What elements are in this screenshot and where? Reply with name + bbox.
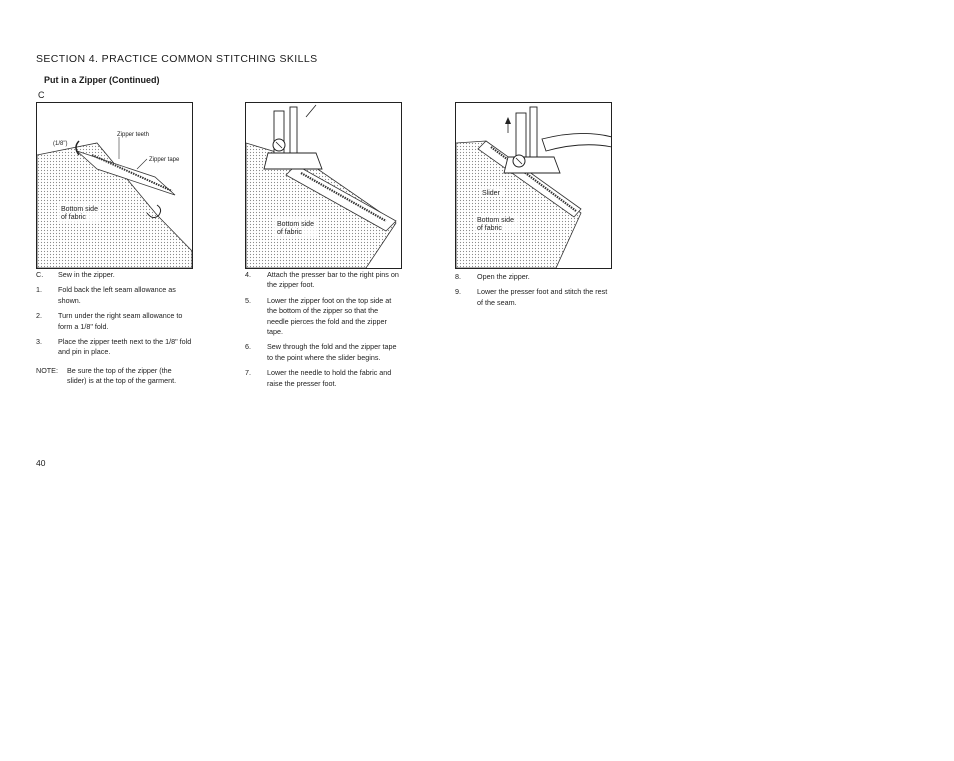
step-text: Lower the needle to hold the fabric and raise the presser foot. bbox=[267, 368, 392, 388]
step-text: Attach the presser bar to the right pins on the zipper foot. bbox=[267, 270, 399, 290]
step-number: 9. bbox=[455, 287, 461, 297]
note-label: NOTE: bbox=[36, 365, 58, 375]
label-bottom-side: Bottom side bbox=[477, 217, 514, 224]
page-number: 40 bbox=[36, 458, 46, 468]
zipper-foot-shape bbox=[504, 157, 560, 173]
figure-2-panel bbox=[245, 102, 402, 269]
step-text: Fold back the left seam allowance as shown. bbox=[58, 285, 176, 305]
step-text: Lower the zipper foot on the top side at the bottom of the zipper so that the needle pierces the fold and the zipper tape. bbox=[267, 295, 392, 337]
step-text: Open the zipper. bbox=[477, 272, 530, 281]
instructions-column-1 bbox=[36, 270, 192, 387]
instructions-column-3 bbox=[455, 272, 611, 313]
page-subtitle: Put in a Zipper (Continued) bbox=[44, 75, 160, 85]
section-title: SECTION 4. PRACTICE COMMON STITCHING SKILLS bbox=[36, 53, 318, 65]
step-number: 4. bbox=[245, 270, 251, 279]
label-slider: Slider bbox=[482, 190, 500, 197]
step-text: Turn under the right seam allowance to form a 1/8" fold. bbox=[58, 311, 183, 331]
label-bottom-side: Bottom side bbox=[61, 206, 98, 213]
step-text: Sew in the zipper. bbox=[58, 270, 115, 279]
step-5 bbox=[245, 296, 401, 338]
label-zipper-tape: Zipper tape bbox=[149, 157, 180, 163]
figure-letter: C bbox=[38, 90, 45, 100]
label-one-eighth: (1/8") bbox=[53, 141, 68, 147]
step-1 bbox=[36, 285, 192, 306]
instructions-column-2 bbox=[245, 270, 401, 394]
figure-1-panel bbox=[36, 102, 193, 269]
label-bottom-side: Bottom side bbox=[277, 221, 314, 228]
label-of-fabric: of fabric bbox=[477, 225, 502, 232]
step-9 bbox=[455, 287, 611, 308]
step-number: 5. bbox=[245, 295, 251, 305]
label-of-fabric: of fabric bbox=[277, 229, 302, 236]
step-text: Place the zipper teeth next to the 1/8" fold and pin in place. bbox=[58, 337, 192, 357]
note-text: Be sure the top of the zipper (the slider) is at the top of the garment. bbox=[67, 365, 177, 386]
step-6 bbox=[245, 342, 401, 363]
figure-3-illustration bbox=[456, 103, 611, 268]
label-of-fabric: of fabric bbox=[61, 214, 86, 221]
figure-2-illustration bbox=[246, 103, 401, 268]
label-zipper-teeth: Zipper teeth bbox=[117, 132, 150, 138]
step-7 bbox=[245, 368, 401, 389]
step-number: 2. bbox=[36, 311, 42, 321]
presser-bar-shape bbox=[516, 113, 526, 157]
step-8 bbox=[455, 272, 611, 282]
step-number: 1. bbox=[36, 285, 42, 295]
zipper-pull-shape bbox=[542, 133, 611, 151]
step-number: 6. bbox=[245, 342, 251, 352]
step-4 bbox=[245, 270, 401, 291]
note bbox=[36, 366, 192, 387]
figure-3-panel bbox=[455, 102, 612, 269]
step-number: C. bbox=[36, 270, 44, 279]
step-text: Lower the presser foot and stitch the rest of the seam. bbox=[477, 287, 608, 307]
step-c bbox=[36, 270, 192, 280]
needle-bar-shape bbox=[530, 107, 537, 163]
step-number: 7. bbox=[245, 368, 251, 378]
step-3 bbox=[36, 337, 192, 358]
step-text: Sew through the fold and the zipper tape to the point where the slider begins. bbox=[267, 342, 397, 362]
step-2 bbox=[36, 311, 192, 332]
step-number: 3. bbox=[36, 337, 42, 347]
zipper-foot-shape bbox=[264, 153, 322, 169]
figure-1-illustration bbox=[37, 103, 192, 268]
step-number: 8. bbox=[455, 272, 461, 281]
